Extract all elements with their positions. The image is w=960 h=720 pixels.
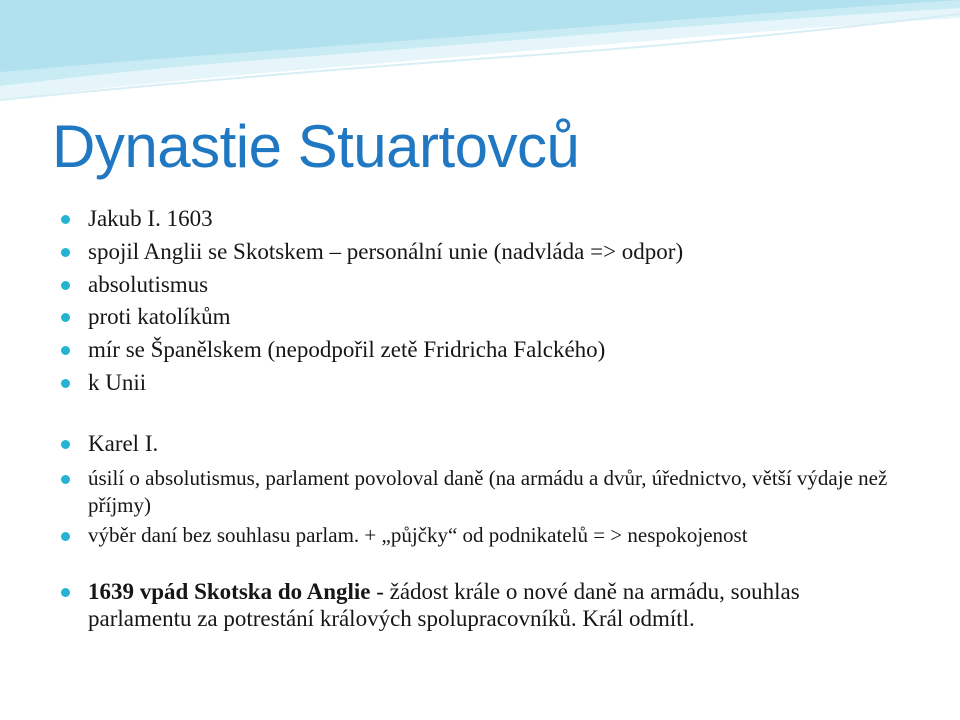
list-item: absolutismus <box>88 271 908 298</box>
list-item: spojil Anglii se Skotskem – personální unie (nadvláda => odpor) <box>88 238 908 265</box>
list-item: proti katolíkům <box>88 303 908 330</box>
bullet-text: - žádost krále o nové daně na armádu, souhlas parlamentu za potrestání králových spolupracovníků. Král odmítl. <box>88 579 800 631</box>
list-item: Karel I. <box>88 430 908 457</box>
list-item: úsilí o absolutismus, parlament povoloval daně (na armádu a dvůr, úřednictvo, větší výdaje než příjmy) <box>88 465 908 519</box>
list-item: k Unii <box>88 369 908 396</box>
list-item: Jakub I. 1603 <box>88 205 908 232</box>
bullet-bold-text: 1639 vpád Skotska do Anglie <box>88 579 371 604</box>
list-item <box>88 578 908 632</box>
list-item: výběr daní bez souhlasu parlam. + „půjčky“ od podnikatelů = > nespokojenost <box>88 522 908 549</box>
page-title: Dynastie Stuartovců <box>52 113 580 180</box>
list-item: mír se Španělskem (nepodpořil zetě Fridricha Falckého) <box>88 336 908 363</box>
